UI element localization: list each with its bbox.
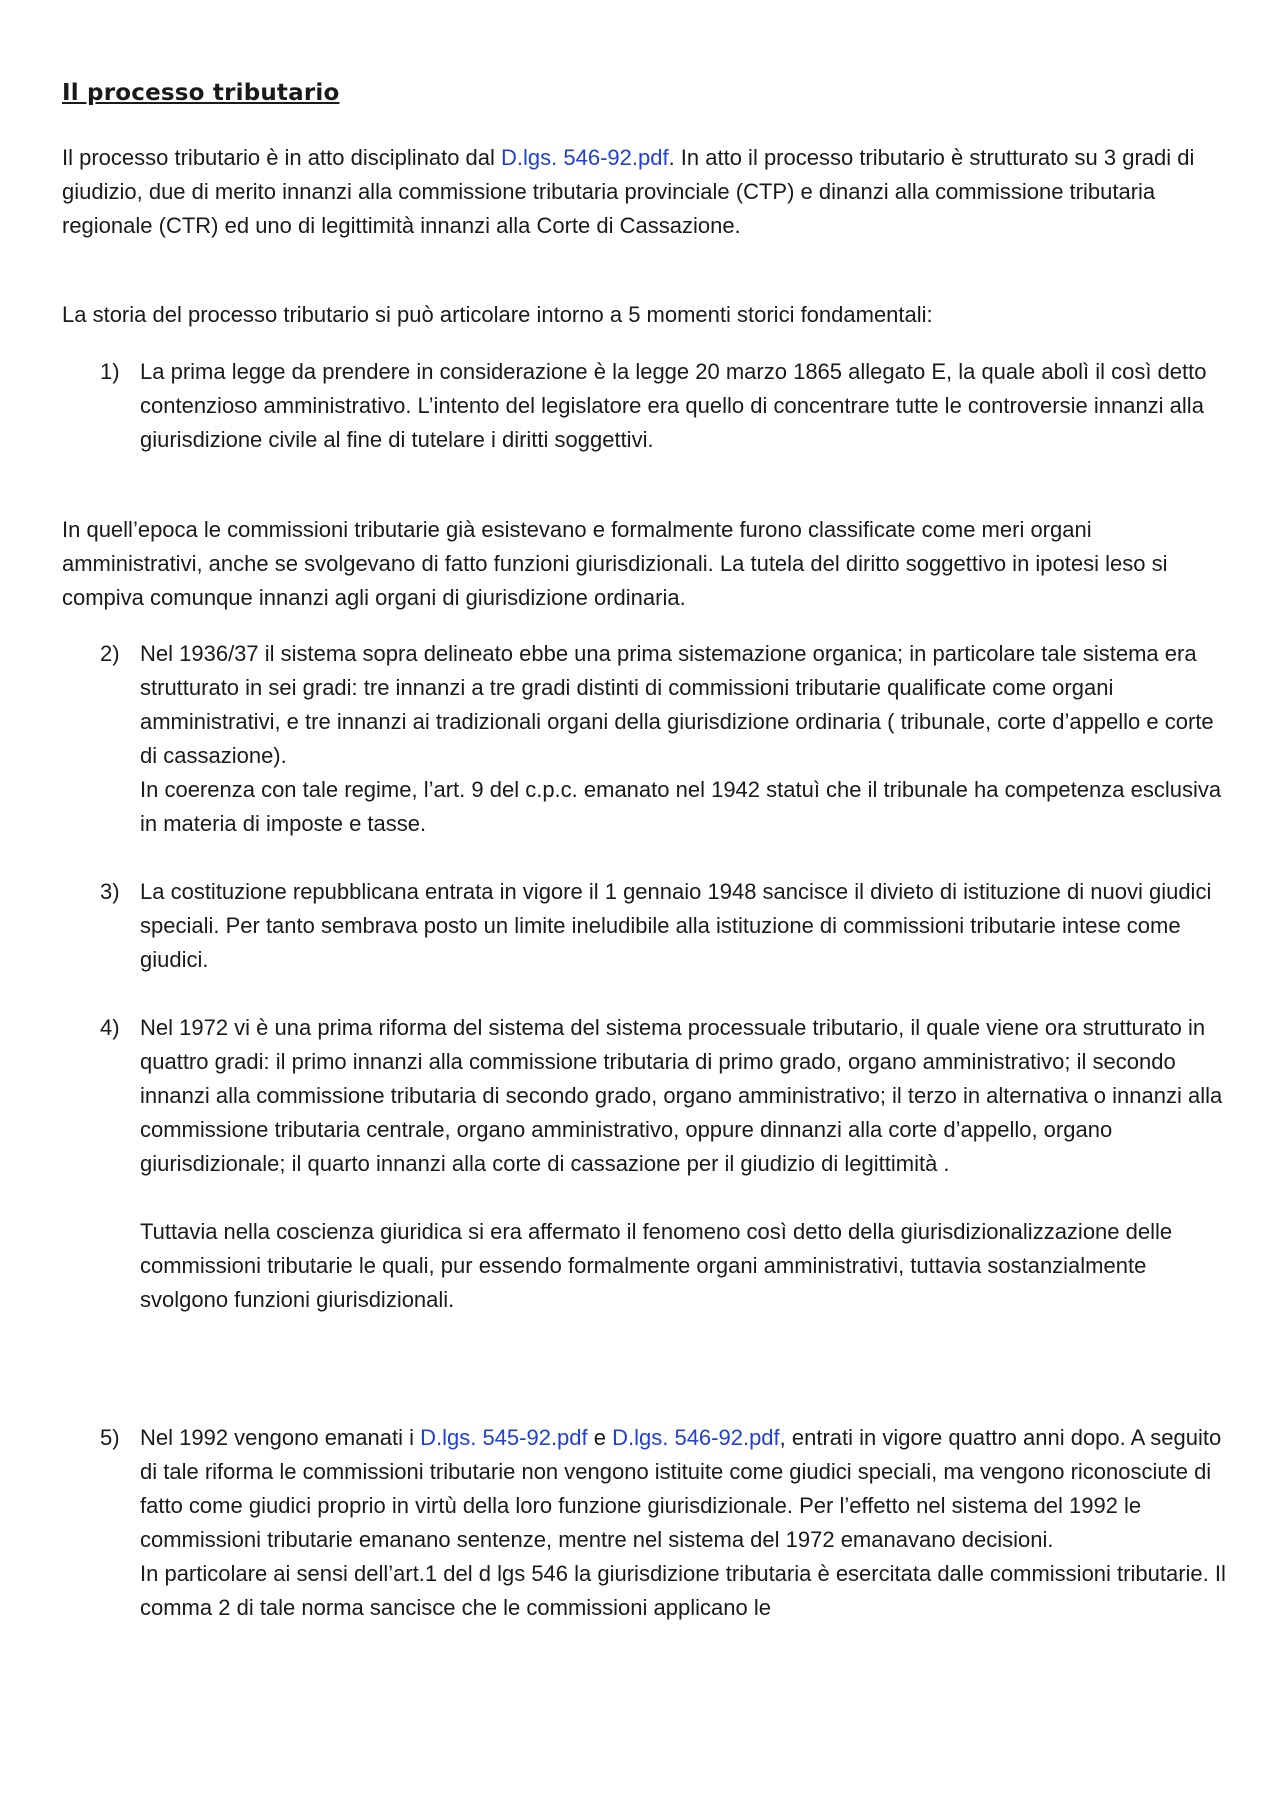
list-item-paragraph: In coerenza con tale regime, l’art. 9 del c.p.c. emanato nel 1942 statuì che il tribunale ha competenza esclusiva in materia di imposte e tasse. — [140, 777, 1222, 836]
intro-text-post: . In atto il processo tributario è strutturato su 3 gradi di giudizio, due di merito innanzi alla commissione tributaria provinciale (CTP) e dinanzi alla commissione tributaria regionale (CTR) ed uno di legittimità innanzi alla Corte di Cassazione. — [62, 145, 1195, 238]
pdf-link-546[interactable]: D.lgs. 546-92.pdf — [612, 1425, 780, 1450]
list-item-paragraph: Nel 1972 vi è una prima riforma del sistema del sistema processuale tributario, il quale viene ora strutturato in quattro gradi: il primo innanzi alla commissione tributaria di primo grado, organo amministrativo; il secondo innanzi alla commissione tributaria di secondo grado, organo amministrativo; il terzo in alternativa o innanzi alla commissione tributaria centrale, organo amministrativo, oppure dinnanzi alla corte d’appello, organo giurisdizionale; il quarto innanzi alla corte di cassazione per il giudizio di legittimità . — [140, 1015, 1223, 1176]
page-title: Il processo tributario — [62, 80, 340, 106]
list-item-text: La costituzione repubblicana entrata in vigore il 1 gennaio 1948 sancisce il divieto di istituzione di nuovi giudici speciali. Per tanto sembrava posto un limite ineludibile alla istituzione di commissioni tributarie intese come giudici. — [140, 879, 1212, 972]
list-item-text — [140, 1011, 1228, 1317]
list-item — [100, 875, 1228, 977]
intro-text-pre: Il processo tributario è in atto disciplinato dal — [62, 145, 502, 170]
pdf-link-546[interactable]: D.lgs. 546-92.pdf — [501, 145, 669, 170]
list-item-paragraph: In particolare ai sensi dell’art.1 del d lgs 546 la giurisdizione tributaria è esercitata dalle commissioni tributarie. Il comma 2 di tale norma sancisce che le commissioni applicano le — [140, 1561, 1226, 1620]
list-number: 1) — [100, 359, 120, 384]
list-item — [100, 355, 1228, 457]
list-item-text-post: , entrati in vigore quattro anni dopo. A seguito di tale riforma le commissioni tributarie non vengono istituite come giudici speciali, ma vengono riconosciute di fatto come giudici proprio in virtù della loro funzione giurisdizionale. Per l’effetto nel sistema del 1992 le commissioni tributarie emanano sentenze, mentre nel sistema del 1972 emanavano decisioni. — [140, 1425, 1222, 1552]
list-number: 3) — [100, 879, 120, 904]
list-item — [100, 637, 1228, 841]
list-item-text: La prima legge da prendere in considerazione è la legge 20 marzo 1865 allegato E, la quale abolì il così detto contenzioso amministrativo. L’intento del legislatore era quello di concentrare tutte le controversie innanzi alla giurisdizione civile al fine di tutelare i diritti soggettivi. — [140, 359, 1207, 452]
list-number: 2) — [100, 641, 120, 666]
list-item-text-mid: e — [587, 1425, 613, 1450]
storia-paragraph: La storia del processo tributario si può articolare intorno a 5 momenti storici fondamentali: — [62, 302, 933, 327]
list-item — [100, 1011, 1228, 1317]
list-number: 4) — [100, 1015, 120, 1040]
intro-paragraph — [62, 141, 1230, 243]
list-item-text — [140, 637, 1228, 841]
list-item-text-pre: Nel 1992 vengono emanati i — [140, 1425, 421, 1450]
list-item-text — [140, 1421, 1228, 1625]
list-item-paragraph: Tuttavia nella coscienza giuridica si era affermato il fenomeno così detto della giurisdizionalizzazione delle commissioni tributarie le quali, pur essendo formalmente organi amministrativi, tuttavia sostanzialmente svolgono funzioni giurisdizionali. — [140, 1219, 1173, 1312]
list-item-paragraph: Nel 1936/37 il sistema sopra delineato ebbe una prima sistemazione organica; in particolare tale sistema era strutturato in sei gradi: tre innanzi a tre gradi distinti di commissioni tributarie qualificate come organi amministrativi, e tre innanzi ai tradizionali organi della giurisdizione ordinaria ( tribunale, corte d’appello e corte di cassazione). — [140, 641, 1214, 768]
epoca-paragraph: In quell’epoca le commissioni tributarie già esistevano e formalmente furono classificate come meri organi amministrativi, anche se svolgevano di fatto funzioni giurisdizionali. La tutela del diritto soggettivo in ipotesi leso si compiva comunque innanzi agli organi di giurisdizione ordinaria. — [62, 517, 1168, 610]
list-number: 5) — [100, 1425, 120, 1450]
list-item — [100, 1421, 1228, 1625]
pdf-link-545[interactable]: D.lgs. 545-92.pdf — [420, 1425, 588, 1450]
